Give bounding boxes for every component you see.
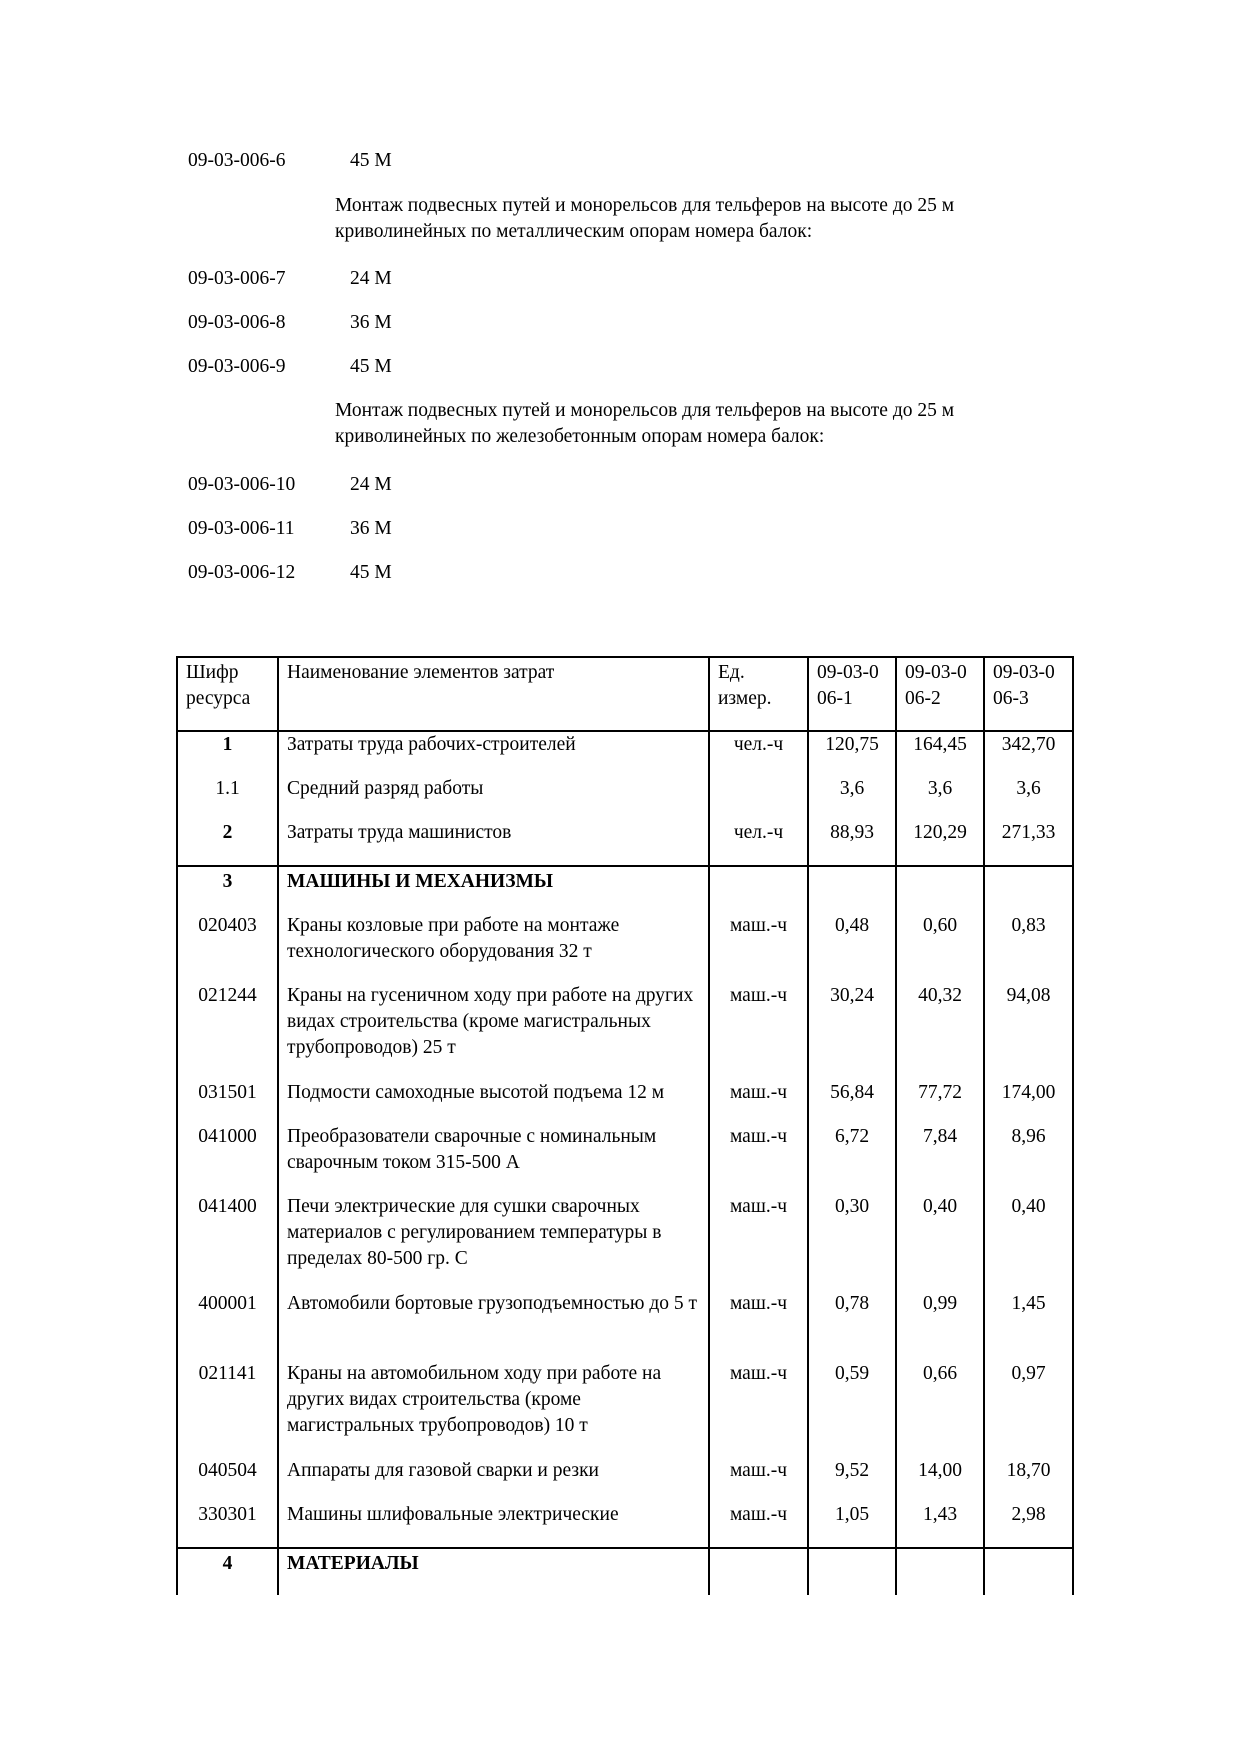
- cell-v2: 7,84: [896, 1124, 984, 1194]
- cell-unit: чел.-ч: [709, 820, 808, 866]
- cell-v3: 0,97: [984, 1361, 1073, 1458]
- cell-v2: 0,99: [896, 1291, 984, 1361]
- cell-unit: маш.-ч: [709, 1291, 808, 1361]
- cell-code: 3: [177, 866, 278, 913]
- cell-v1: 0,48: [808, 913, 896, 983]
- cell-v1: 0,78: [808, 1291, 896, 1361]
- cell-unit: маш.-ч: [709, 1502, 808, 1548]
- cell-v3: 174,00: [984, 1080, 1073, 1124]
- code-09-03-006-12: 09-03-006-12: [188, 562, 296, 583]
- resource-table: [176, 656, 1074, 1595]
- header-unit: Ед. измер.: [709, 657, 808, 731]
- cell-v3: 1,45: [984, 1291, 1073, 1361]
- cell-v3: [984, 1548, 1073, 1595]
- header-code: Шифр ресурса: [177, 657, 278, 731]
- value-09-03-006-11: 36 М: [350, 518, 392, 539]
- table-row: [177, 820, 1073, 866]
- cell-v3: 0,83: [984, 913, 1073, 983]
- cell-code: 031501: [177, 1080, 278, 1124]
- cell-v2: 77,72: [896, 1080, 984, 1124]
- value-09-03-006-10: 24 М: [350, 474, 392, 495]
- cell-v2: 0,66: [896, 1361, 984, 1458]
- cell-unit: [709, 776, 808, 820]
- cell-v2: 3,6: [896, 776, 984, 820]
- table-row: [177, 1361, 1073, 1458]
- cell-name: Печи электрические для сушки сварочных материалов с регулированием температуры в пределах 80-500 гр. С: [278, 1194, 709, 1291]
- cell-unit: маш.-ч: [709, 1361, 808, 1458]
- cell-v1: 0,59: [808, 1361, 896, 1458]
- cell-v3: 2,98: [984, 1502, 1073, 1548]
- cell-v3: [984, 866, 1073, 913]
- cell-name: Затраты труда рабочих-строителей: [278, 731, 709, 776]
- table-row: [177, 983, 1073, 1080]
- table-row: [177, 1458, 1073, 1502]
- cell-unit: маш.-ч: [709, 1124, 808, 1194]
- value-09-03-006-12: 45 М: [350, 562, 392, 583]
- cell-v2: 1,43: [896, 1502, 984, 1548]
- cell-code: 041400: [177, 1194, 278, 1291]
- table-row: [177, 1124, 1073, 1194]
- cell-v1: 3,6: [808, 776, 896, 820]
- code-09-03-006-7: 09-03-006-7: [188, 268, 286, 289]
- table-row: [177, 731, 1073, 776]
- cell-unit: [709, 866, 808, 913]
- cell-unit: чел.-ч: [709, 731, 808, 776]
- cell-code: 330301: [177, 1502, 278, 1548]
- cell-v3: 3,6: [984, 776, 1073, 820]
- cell-name: Подмости самоходные высотой подъема 12 м: [278, 1080, 709, 1124]
- cell-name: Средний разряд работы: [278, 776, 709, 820]
- cell-code: 020403: [177, 913, 278, 983]
- header-col-1: 09-03-006-1: [808, 657, 896, 731]
- cell-v2: 164,45: [896, 731, 984, 776]
- cell-v1: 120,75: [808, 731, 896, 776]
- cell-v3: 271,33: [984, 820, 1073, 866]
- cell-v1: 1,05: [808, 1502, 896, 1548]
- cell-unit: [709, 1548, 808, 1595]
- cell-unit: маш.-ч: [709, 983, 808, 1080]
- cell-name: МАШИНЫ И МЕХАНИЗМЫ: [278, 866, 709, 913]
- cell-v2: [896, 866, 984, 913]
- cell-unit: маш.-ч: [709, 913, 808, 983]
- cell-code: 021244: [177, 983, 278, 1080]
- cell-unit: маш.-ч: [709, 1080, 808, 1124]
- cell-v1: 6,72: [808, 1124, 896, 1194]
- header-col-2: 09-03-006-2: [896, 657, 984, 731]
- cell-v2: 14,00: [896, 1458, 984, 1502]
- cell-name: Краны козловые при работе на монтаже технологического оборудования 32 т: [278, 913, 709, 983]
- table-row: [177, 1502, 1073, 1548]
- cell-unit: маш.-ч: [709, 1194, 808, 1291]
- cell-code: 1: [177, 731, 278, 776]
- cell-code: 040504: [177, 1458, 278, 1502]
- cell-name: Краны на автомобильном ходу при работе на других видах строительства (кроме магистральных трубопроводов) 10 т: [278, 1361, 709, 1458]
- cell-v2: 0,60: [896, 913, 984, 983]
- cell-name: Аппараты для газовой сварки и резки: [278, 1458, 709, 1502]
- section-description-metal-supports: Монтаж подвесных путей и монорельсов для тельферов на высоте до 25 м криволинейных по металлическим опорам номера балок:: [335, 195, 955, 242]
- code-09-03-006-10: 09-03-006-10: [188, 474, 296, 495]
- cell-name: Преобразователи сварочные с номинальным сварочным током 315-500 А: [278, 1124, 709, 1194]
- section-description-concrete-supports: Монтаж подвесных путей и монорельсов для тельферов на высоте до 25 м криволинейных по железобетонным опорам номера балок:: [335, 400, 955, 447]
- value-09-03-006-7: 24 М: [350, 268, 392, 289]
- table-header-row: [177, 657, 1073, 731]
- cell-code: 021141: [177, 1361, 278, 1458]
- code-09-03-006-11: 09-03-006-11: [188, 518, 295, 539]
- value-09-03-006-6: 45 М: [350, 150, 392, 171]
- cell-v3: 0,40: [984, 1194, 1073, 1291]
- cell-v1: 0,30: [808, 1194, 896, 1291]
- table-row: [177, 1194, 1073, 1291]
- value-09-03-006-8: 36 М: [350, 312, 392, 333]
- cell-v1: 30,24: [808, 983, 896, 1080]
- cell-v2: 120,29: [896, 820, 984, 866]
- cell-name: МАТЕРИАЛЫ: [278, 1548, 709, 1595]
- cell-name: Краны на гусеничном ходу при работе на других видах строительства (кроме магистральных трубопроводов) 25 т: [278, 983, 709, 1080]
- cell-v3: 8,96: [984, 1124, 1073, 1194]
- value-09-03-006-9: 45 М: [350, 356, 392, 377]
- cell-v1: [808, 1548, 896, 1595]
- cell-code: 4: [177, 1548, 278, 1595]
- header-name: Наименование элементов затрат: [278, 657, 709, 731]
- cell-v3: 342,70: [984, 731, 1073, 776]
- code-09-03-006-8: 09-03-006-8: [188, 312, 286, 333]
- table-row: [177, 913, 1073, 983]
- cell-code: 400001: [177, 1291, 278, 1361]
- header-col-3: 09-03-006-3: [984, 657, 1073, 731]
- cell-code: 041000: [177, 1124, 278, 1194]
- code-09-03-006-9: 09-03-006-9: [188, 356, 286, 377]
- table-row: [177, 1080, 1073, 1124]
- cell-v1: [808, 866, 896, 913]
- cell-v3: 94,08: [984, 983, 1073, 1080]
- cell-v1: 56,84: [808, 1080, 896, 1124]
- cell-v2: 0,40: [896, 1194, 984, 1291]
- cell-unit: маш.-ч: [709, 1458, 808, 1502]
- cell-code: 1.1: [177, 776, 278, 820]
- cell-v2: [896, 1548, 984, 1595]
- cell-name: Автомобили бортовые грузоподъемностью до 5 т: [278, 1291, 709, 1361]
- table-row: [177, 1291, 1073, 1361]
- cell-v2: 40,32: [896, 983, 984, 1080]
- cell-name: Затраты труда машинистов: [278, 820, 709, 866]
- code-09-03-006-6: 09-03-006-6: [188, 150, 286, 171]
- table-row: [177, 776, 1073, 820]
- table-row: [177, 1548, 1073, 1595]
- cell-v1: 9,52: [808, 1458, 896, 1502]
- cell-v1: 88,93: [808, 820, 896, 866]
- cell-v3: 18,70: [984, 1458, 1073, 1502]
- cell-code: 2: [177, 820, 278, 866]
- table-row: [177, 866, 1073, 913]
- cell-name: Машины шлифовальные электрические: [278, 1502, 709, 1548]
